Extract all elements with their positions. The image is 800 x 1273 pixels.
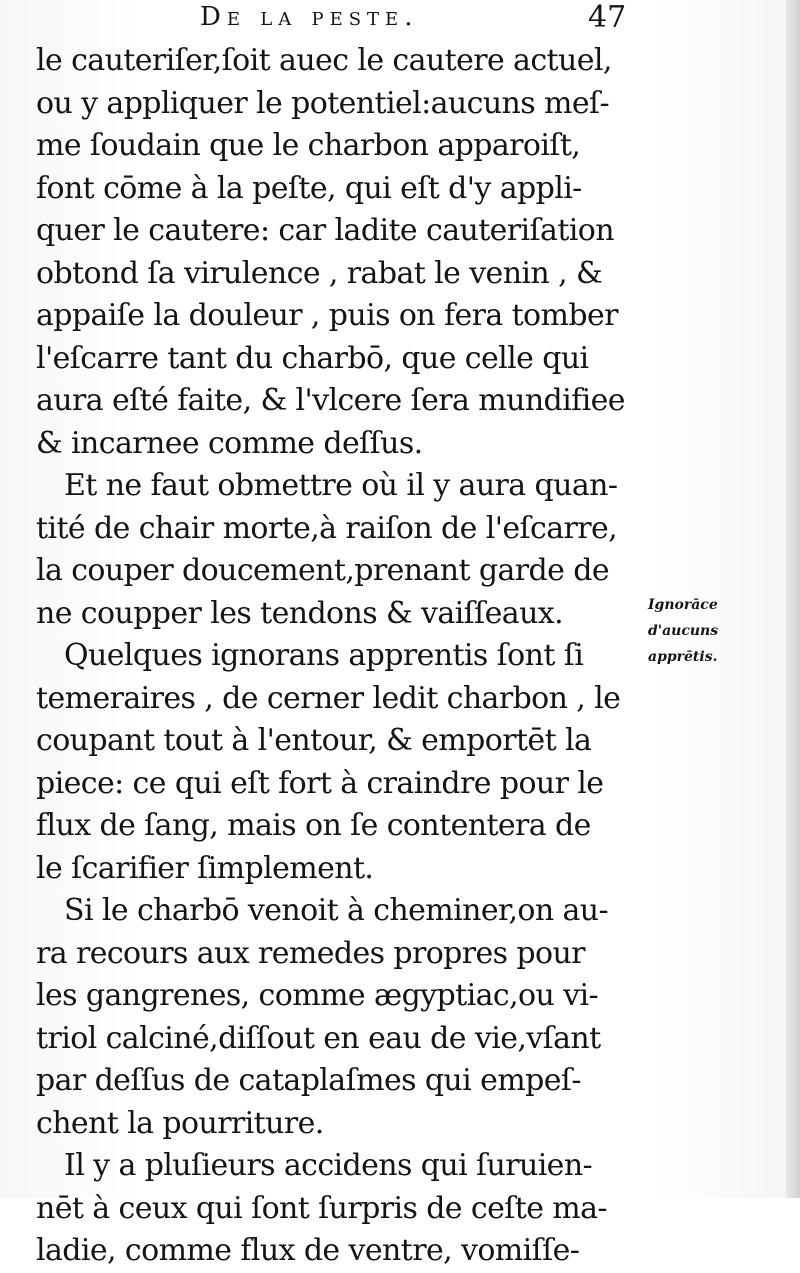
text-line: ra recours aux remedes propres pour [36,935,585,971]
text-line: les gangrenes, comme ægyptiac,ou vi- [36,978,599,1013]
paragraph-start-line: Et ne faut obmettre où il y aura quan- [64,468,618,503]
text-line: ne coupper les tendons & vaiſſeaux. [36,595,564,631]
text-line: quer le cautere: car ladite cauteriſation [36,213,614,248]
text-line: ladie, comme flux de ventre, vomiſſe- [36,1233,580,1268]
page-number: 47 [588,0,627,35]
text-line: triol calciné,diſſout en eau de vie,vſant [36,1020,601,1056]
page-header [0,0,800,40]
text-line: aura eſté faite, & l'vlcere ſera mundifiee [36,383,625,418]
margin-note [648,592,788,670]
text-line: la couper doucement,prenant garde de [36,553,609,588]
text-line: le cauteriſer,ſoit auec le cautere actuel, [36,43,612,78]
text-line: nēt à ceux qui ſont ſurpris de ceſte ma- [36,1190,607,1226]
body-text [36,40,642,1273]
paragraph-start-line: Il y a pluſieurs accidens qui ſuruien- [64,1148,593,1183]
text-line: ou y appliquer le potentiel:aucuns meſ- [36,85,610,121]
running-head: De la peste. [200,2,419,32]
text-line: appaiſe la douleur , puis on fera tomber [36,298,618,333]
text-line: flux de ſang, mais on ſe contentera de [36,808,591,843]
text-line: par deſſus de cataplaſmes qui empeſ- [36,1063,581,1098]
text-line: me ſoudain que le charbon apparoiſt, [36,128,581,163]
margin-note-line: Ignorāce [648,597,718,613]
text-line: chent la pourriture. [36,1105,324,1141]
text-line: coupant tout à l'entour, & emportēt la [36,723,592,758]
text-line: obtond ſa virulence , rabat le venin , & [36,255,603,291]
text-line: temeraires , de cerner ledit charbon , le [36,680,621,716]
text-line: le ſcarifier ſimplement. [36,850,374,886]
text-line: font cōme à la peſte, qui eſt d'y appli- [36,170,582,206]
page-edge [786,0,800,1198]
paragraph-start-line: Quelques ignorans apprentis ſont ſi [64,638,584,673]
margin-note-line: d'aucuns [648,623,719,639]
text-line: & incarnee comme deſſus. [36,425,423,461]
text-line: tité de chair morte,à raiſon de l'eſcarre, [36,510,618,546]
margin-note-line: apprētis. [648,649,718,665]
text-line: l'eſcarre tant du charbō, que celle qui [36,340,589,376]
text-line: piece: ce qui eſt fort à craindre pour le [36,765,604,801]
paragraph-start-line: Si le charbō venoit à cheminer,on au- [64,893,609,928]
